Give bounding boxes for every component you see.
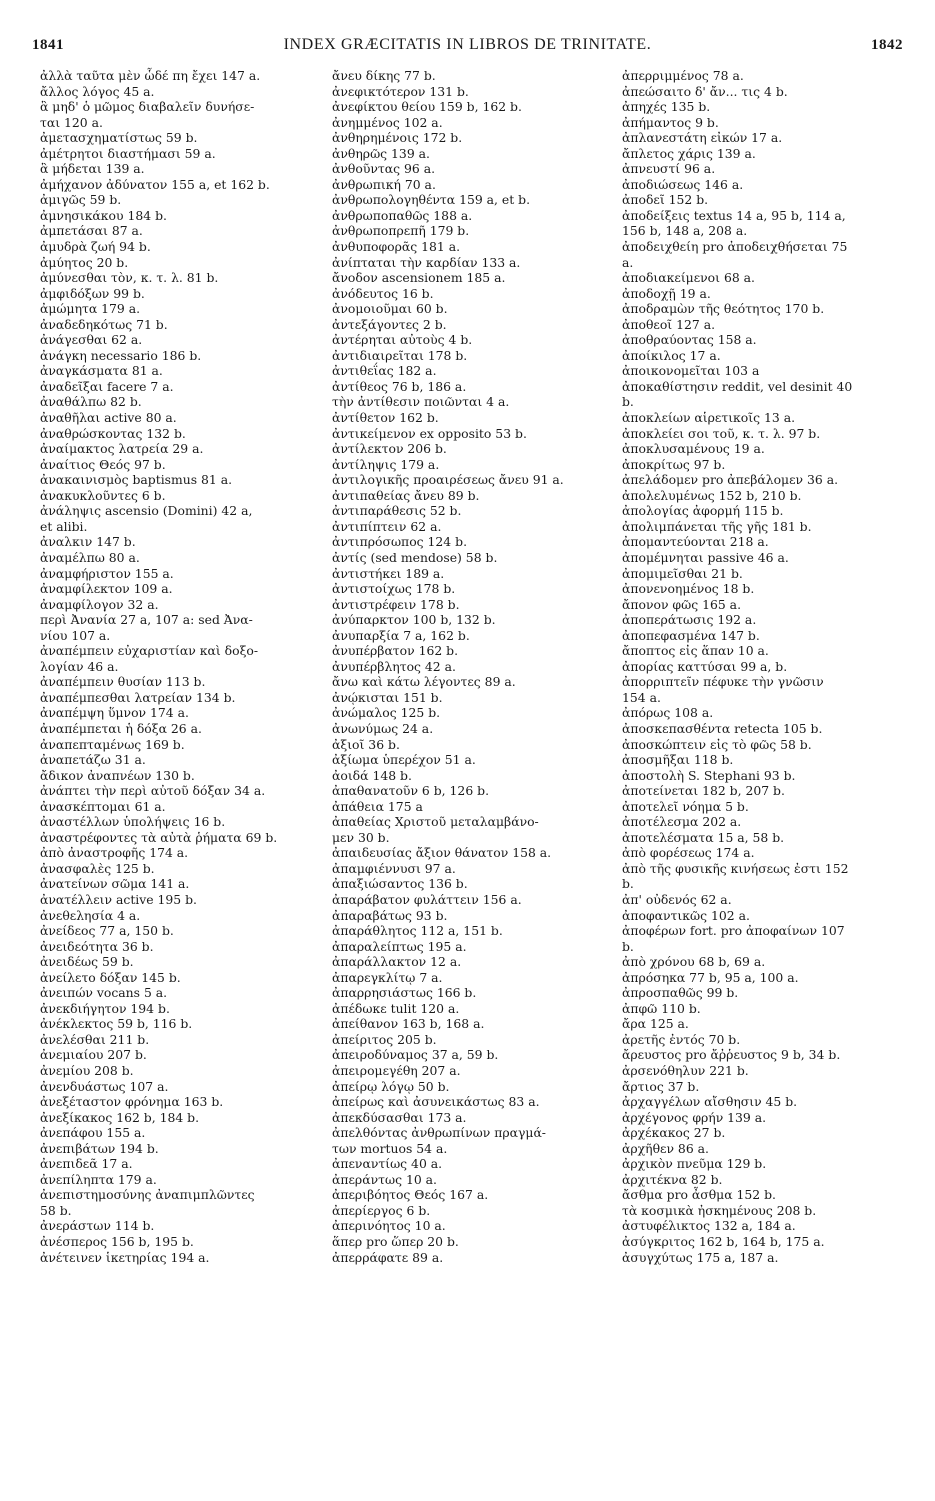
- index-entry-line: ἀμύητος 20 b.: [40, 254, 129, 270]
- index-entry-line: ἀντίληψις 179 a.: [332, 456, 440, 472]
- index-entry-line: ἀμέτρητοι διαστήμασι 59 a.: [40, 145, 216, 161]
- index-entry-line: ἀποικονομεῖται 103 a: [622, 363, 760, 379]
- index-entry-line: ἀνεφικτότερον 131 b.: [332, 83, 469, 99]
- index-entry-line: ἀπφῶ 110 b.: [622, 1000, 701, 1016]
- index-entry-line: ἀξιοῖ 36 b.: [332, 736, 400, 752]
- index-entry-line: ἀντίλεκτον 206 b.: [332, 441, 447, 457]
- index-entry-line: ἀνεμίου 208 b.: [40, 1063, 134, 1078]
- index-entry-line: ἀντιπρόσωπος 124 b.: [332, 534, 468, 550]
- index-entry-line: ἀπερράφατε 89 a.: [332, 1249, 444, 1265]
- index-entry-line: ἀμώμητα 179 a.: [40, 301, 141, 317]
- index-entry-line: ἀνίπταται τὴν καρδίαν 133 a.: [332, 254, 521, 270]
- index-entry-line: ἀναπετάζω 31 a.: [40, 752, 146, 768]
- index-entry-line: 58 b.: [40, 1202, 72, 1218]
- index-entry-line: ἀνακυκλοῦντες 6 b.: [40, 487, 166, 503]
- index-entry-line: a.: [622, 254, 634, 270]
- index-entry-line: ἀμύνεσθαι τὸν, κ. τ. λ. 81 b.: [40, 270, 219, 286]
- index-entry-line: ἀνομοιοῦμαι 60 b.: [332, 301, 448, 317]
- index-entry-line: ἀπαραβάτως 93 b.: [332, 907, 448, 923]
- index-entry-line: ἀπείριτος 205 b.: [332, 1031, 437, 1047]
- index-entry-line: ἀπέδωκε tulit 120 a.: [332, 1000, 460, 1016]
- index-entry-line: ἀνθοῦντας 96 a.: [332, 161, 436, 177]
- index-entry-line: ἀνασφαλὲς 125 b.: [40, 860, 155, 876]
- index-entry-line: ἀποκρίτως 97 b.: [622, 456, 726, 472]
- index-entry-line: ἀναθῆλαι active 80 a.: [40, 410, 177, 426]
- index-entry-line: ἀπηχές 135 b.: [622, 99, 711, 115]
- index-entry-line: ἀνεπίληπτα 179 a.: [40, 1171, 157, 1187]
- index-entry-line: ἃ μήδεται 139 a.: [40, 161, 145, 177]
- index-entry-line: ἀποπεφασμένα 147 b.: [622, 627, 760, 643]
- index-entry-line: ἀποθεοῖ 127 a.: [622, 316, 716, 332]
- index-entry-line: ἀποδοχῇ 19 a.: [622, 285, 711, 301]
- index-entry-line: ἀξίωμα ὑπερέχον 51 a.: [332, 752, 476, 768]
- index-entry-line: ἀμπετάσαι 87 a.: [40, 223, 143, 239]
- index-entry-line: ἀνεπιστημοσύνης ἀναπιμπλῶντες: [40, 1187, 255, 1203]
- index-entry-line: ἀπαρεγκλίτῳ 7 a.: [332, 969, 443, 985]
- index-entry-line: ἄρα 125 a.: [622, 1016, 689, 1032]
- index-column-3: [622, 68, 906, 1265]
- index-entry-line: ἀπολογίας ἀφορμή 115 b.: [622, 503, 784, 519]
- index-entry-line: ἀντιπίπτειν 62 a.: [332, 518, 442, 534]
- index-entry-line: ἄλλος λόγος 45 a.: [40, 83, 155, 99]
- index-entry-line: ἀπείρῳ λόγῳ 50 b.: [332, 1078, 450, 1094]
- index-entry-line: ἀποδεῖ 152 b.: [622, 192, 709, 208]
- index-entry-line: ἀποφαντικῶς 102 a.: [622, 907, 750, 923]
- index-column-2: [332, 68, 614, 1265]
- index-entry-line: ἀμφιδόξων 99 b.: [40, 285, 145, 301]
- index-entry-line: ἀντιστοίχως 178 b.: [332, 581, 456, 597]
- index-entry-line: ἀντίθετον 162 b.: [332, 410, 439, 426]
- index-entry-line: b.: [622, 876, 634, 892]
- index-entry-line: λογίαν 46 a.: [40, 658, 119, 674]
- index-entry-line: ἀνελέσθαι 211 b.: [40, 1031, 150, 1047]
- index-entry-line: ἀποκλείων αἱρετικοῖς 13 a.: [622, 410, 796, 426]
- index-entry-line: μεν 30 b.: [332, 829, 390, 845]
- left-page-number: 1841: [32, 37, 64, 53]
- index-entry-line: ἀπαθείας Χριστοῦ μεταλαμβάνο-: [332, 814, 539, 830]
- index-entry-line: ἀποφέρων fort. pro ἀποφαίνων 107: [622, 923, 845, 939]
- index-entry-line: ἀναπέμπεσθαι λατρείαν 134 b.: [40, 689, 236, 705]
- index-entry-line: ἄρευστος pro ἄῤῥευστος 9 b, 34 b.: [622, 1047, 841, 1063]
- index-entry-line: ἀπαράλλακτον 12 a.: [332, 954, 462, 970]
- index-entry-line: ἀπερίεργος 6 b.: [332, 1202, 431, 1218]
- index-entry-line: ἀπομιμεῖσθαι 21 b.: [622, 565, 743, 581]
- index-entry-line: ἀναπέμπειν θυσίαν 113 b.: [40, 674, 206, 690]
- index-entry-line: ἀνθυποφορᾶς 181 a.: [332, 239, 461, 255]
- index-entry-line: ἀπομαντεύονται 218 a.: [622, 534, 769, 550]
- index-columns: [40, 68, 910, 1265]
- index-entry-line: ἀνατέλλειν active 195 b.: [40, 891, 197, 907]
- index-entry-line: ἄπονον φῶς 165 a.: [622, 596, 742, 612]
- index-entry-line: ἀρχαγγέλων αἴσθησιν 45 b.: [622, 1094, 798, 1110]
- index-entry-line: ἀρχέκακος 27 b.: [622, 1125, 726, 1141]
- index-entry-line: ἀνεπιδεᾶ 17 a.: [40, 1156, 133, 1172]
- index-entry-line: ἀνεμιαίου 207 b.: [40, 1047, 147, 1063]
- index-entry-line: ἄνευ δίκης 77 b.: [332, 68, 436, 83]
- index-entry-line: ἀντιθεΐας 182 a.: [332, 363, 437, 379]
- index-entry-line: ἀνυπέρβατον 162 b.: [332, 643, 459, 659]
- index-entry-line: ἀποπεράτωσις 192 a.: [622, 612, 757, 628]
- index-entry-line: ἄσθμα pro ἆσθμα 152 b.: [622, 1187, 776, 1203]
- index-entry-line: ἀνάγκη necessario 186 b.: [40, 347, 202, 363]
- index-entry-line: ἀποθραύοντας 158 a.: [622, 332, 757, 348]
- index-entry-line: ἀλλὰ ταῦτα μὲν ὧδέ πη ἔχει 147 a.: [40, 68, 261, 83]
- index-entry-line: ἀνάγεσθαι 62 a.: [40, 332, 143, 348]
- index-entry-line: b.: [622, 938, 634, 954]
- index-entry-line: τὰ κοσμικὰ ἠσκημένους 208 b.: [622, 1202, 817, 1218]
- index-entry-line: ἀντιλογικῆς προαιρέσεως ἄνευ 91 a.: [332, 472, 564, 488]
- index-entry-line: ἀπολελυμένως 152 b, 210 b.: [622, 487, 802, 503]
- index-entry-line: ἀντιδιαιρεῖται 178 b.: [332, 347, 468, 363]
- index-entry-line: ἀναμέλπω 80 a.: [40, 549, 140, 565]
- index-entry-line: ἀποτελέσματα 15 a, 58 b.: [622, 829, 785, 845]
- index-entry-line: ἀποκλυσαμένους 19 a.: [622, 441, 765, 457]
- index-entry-line: ἀποκλείει σοι τοῦ, κ. τ. λ. 97 b.: [622, 425, 821, 441]
- index-entry-line: ἀνθρωπολογηθέντα 159 a, et b.: [332, 192, 531, 208]
- index-entry-line: ἀνεπιβάτων 194 b.: [40, 1140, 159, 1156]
- index-entry-line: ἀνυπέρβλητος 42 a.: [332, 658, 456, 674]
- index-entry-line: ἀποσκώπτειν εἰς τὸ φῶς 58 b.: [622, 736, 812, 752]
- index-entry-line: ἀποτέλεσμα 202 a.: [622, 814, 742, 830]
- index-entry-line: ἀνημμένος 102 a.: [332, 114, 443, 130]
- index-entry-line: ἀμήχανον ἀδύνατον 155 a, et 162 b.: [40, 176, 270, 192]
- index-entry-line: ἀποσκεπασθέντα retecta 105 b.: [622, 720, 823, 736]
- index-entry-line: ἀρετῆς ἐντός 70 b.: [622, 1031, 741, 1047]
- index-entry-line: ἄποπτος εἰς ἅπαν 10 a.: [622, 643, 769, 659]
- index-entry-line: ἀντιστρέφειν 178 b.: [332, 596, 460, 612]
- index-entry-line: ἀπειροδύναμος 37 a, 59 b.: [332, 1047, 499, 1063]
- index-entry-line: ἀνθηρημένοις 172 b.: [332, 130, 463, 146]
- index-entry-line: ἀνεξέταστον φρόνημα 163 b.: [40, 1094, 224, 1110]
- index-entry-line: ἀναπέμπεται ἡ δόξα 26 a.: [40, 720, 202, 736]
- index-entry-line: ἀνῴκισται 151 b.: [332, 689, 443, 705]
- index-entry-line: ἀνέτεινεν ἱκετηρίας 194 a.: [40, 1249, 210, 1265]
- index-entry-line: ἀπλανεστάτη εἰκών 17 a.: [622, 130, 783, 146]
- index-entry-line: ἀπειρομεγέθη 207 a.: [332, 1063, 461, 1078]
- index-entry-line: ἀστυφέλικτος 132 a, 184 a.: [622, 1218, 796, 1234]
- index-entry-line: ἀποτείνεται 182 b, 207 b.: [622, 783, 785, 799]
- index-entry-line: ἀνθηρῶς 139 a.: [332, 145, 430, 161]
- index-entry-line: ἀντιστήκει 189 a.: [332, 565, 445, 581]
- index-entry-line: ἀπολιμπάνεται τῆς γῆς 181 b.: [622, 518, 812, 534]
- index-entry-line: ἀπεώσαιτο δ' ἄν... τις 4 b.: [622, 83, 788, 99]
- index-entry-line: ἀποσμῆξαι 118 b.: [622, 752, 734, 768]
- index-entry-line: ἀνείλετο δόξαν 145 b.: [40, 969, 181, 985]
- index-entry-line: ἀρχέγονος φρήν 139 a.: [622, 1109, 767, 1125]
- index-entry-line: ἀμυδρὰ ζωή 94 b.: [40, 239, 151, 255]
- index-entry-line: ἀπομέμνηται passive 46 a.: [622, 549, 789, 565]
- index-entry-line: ἀπελάδομεν pro ἀπεβάλομεν 36 a.: [622, 472, 839, 488]
- index-entry-line: ἀπορίας καττύσαι 99 a, b.: [622, 658, 788, 674]
- index-entry-line: ἀπόρως 108 a.: [622, 705, 714, 721]
- index-entry-line: ἀρχιτέκνα 82 b.: [622, 1171, 723, 1187]
- index-entry-line: ἀπαθανατοῦν 6 b, 126 b.: [332, 783, 490, 799]
- index-entry-line: ἀναμφήριστον 155 a.: [40, 565, 174, 581]
- index-entry-line: 156 b, 148 a, 208 a.: [622, 223, 748, 239]
- index-entry-line: ἀνεφίκτου θείου 159 b, 162 b.: [332, 99, 522, 115]
- index-entry-line: ἀνενδυάστως 107 a.: [40, 1078, 169, 1094]
- index-entry-line: ἀποίκιλος 17 a.: [622, 347, 721, 363]
- index-entry-line: ἀναπέμπειν εὐχαριστίαν καὶ δοξο-: [40, 643, 259, 659]
- index-entry-line: ἀποστολὴ S. Stephani 93 b.: [622, 767, 796, 783]
- index-entry-line: ἀπαρρησιάστως 166 b.: [332, 985, 477, 1001]
- index-entry-line: ἀπνευστί 96 a.: [622, 161, 716, 177]
- index-entry-line: ἀναγκάσματα 81 a.: [40, 363, 163, 379]
- index-entry-line: ἀπείθανον 163 b, 168 a.: [332, 1016, 485, 1032]
- index-entry-line: ἀναπέμψη ὕμνον 174 a.: [40, 705, 189, 721]
- index-entry-line: ἀπάθεια 175 a: [332, 798, 423, 814]
- index-entry-line: ἀναδεδηκότως 71 b.: [40, 316, 168, 332]
- index-entry-line: ἀντίς (sed mendose) 58 b.: [332, 549, 498, 565]
- index-entry-line: ἀπεκδύσασθαι 173 a.: [332, 1109, 467, 1125]
- index-entry-line: ἀναίμακτος λατρεία 29 a.: [40, 441, 204, 457]
- index-entry-line: ἀπὸ φορέσεως 174 a.: [622, 845, 755, 861]
- index-entry-line: ἀποδείξεις textus 14 a, 95 b, 114 a,: [622, 207, 846, 223]
- index-entry-line: ἀπείρως καὶ ἀσυνεικάστως 83 a.: [332, 1094, 540, 1110]
- index-entry-line: ἀνακαινισμὸς baptismus 81 a.: [40, 472, 233, 488]
- index-entry-line: ἀπορριπτεῖν πέφυκε τὴν γνῶσιν: [622, 674, 824, 690]
- index-entry-line: ἀρχικὸν πνεῦμα 129 b.: [622, 1156, 767, 1172]
- index-entry-line: ἀνθρωποπαθῶς 188 a.: [332, 207, 473, 223]
- index-entry-line: ἀπαράβατον φυλάττειν 156 a.: [332, 891, 522, 907]
- index-entry-line: ἀποδιακείμενοι 68 a.: [622, 270, 755, 286]
- index-entry-line: ἄδικον ἀναπνέων 130 b.: [40, 767, 195, 783]
- index-entry-line: ἀμετασχηματίστως 59 b.: [40, 130, 198, 146]
- index-entry-line: ἀναμφίλεκτον 109 a.: [40, 581, 173, 597]
- index-entry-line: ἀναλκιν 147 b.: [40, 534, 136, 550]
- index-entry-line: ἀνώμαλος 125 b.: [332, 705, 441, 721]
- index-entry-line: ἀπρόσηκα 77 b, 95 a, 100 a.: [622, 969, 799, 985]
- index-entry-line: ἀνέκλεκτος 59 b, 116 b.: [40, 1016, 193, 1032]
- index-entry-line: ἀντεξάγοντες 2 b.: [332, 316, 447, 332]
- index-entry-line: ἀπεριβόητος Θεός 167 a.: [332, 1187, 489, 1203]
- index-entry-line: ἀπονενοημένος 18 b.: [622, 581, 755, 597]
- index-entry-line: ἀνυπαρξία 7 a, 162 b.: [332, 627, 470, 643]
- index-entry-line: περὶ Ἀνανία 27 a, 107 a: sed Ἀνα-: [40, 612, 253, 628]
- index-entry-line: b.: [622, 394, 634, 410]
- index-entry-line: ἀσύγκριτος 162 b, 164 b, 175 a.: [622, 1234, 825, 1250]
- index-entry-line: ἀμιγῶς 59 b.: [40, 192, 122, 208]
- index-entry-line: ἀπ' οὐδενός 62 a.: [622, 891, 732, 907]
- index-entry-line: ἀπήμαντος 9 b.: [622, 114, 719, 130]
- index-entry-line: ἀπὸ χρόνου 68 b, 69 a.: [622, 954, 766, 970]
- index-entry-line: ἀπελθόντας ἀνθρωπίνων πραγμά-: [332, 1125, 546, 1141]
- index-entry-line: ἀνεθελησία 4 a.: [40, 907, 141, 923]
- index-entry-line: ἀναμφίλογον 32 a.: [40, 596, 159, 612]
- index-entry-line: ἀποκαθίστησιν reddit, vel desinit 40: [622, 378, 853, 394]
- index-entry-line: ἀμνησικάκου 184 b.: [40, 207, 167, 223]
- index-entry-line: των mortuos 54 a.: [332, 1140, 448, 1156]
- index-entry-line: ἀναθάλπω 82 b.: [40, 394, 142, 410]
- index-entry-line: ἀπερινόητος 10 a.: [332, 1218, 446, 1234]
- index-entry-line: ἀναπεπταμένως 169 b.: [40, 736, 185, 752]
- index-entry-line: ἀνείδεος 77 a, 150 b.: [40, 923, 174, 939]
- index-entry-line: ἀποδειχθείη pro ἀποδειχθήσεται 75: [622, 239, 848, 255]
- index-entry-line: ἀνειδεότητα 36 b.: [40, 938, 154, 954]
- index-entry-line: ἀναστρέφοντες τὰ αὐτὰ ῥήματα 69 b.: [40, 829, 278, 845]
- index-entry-line: ἀνειδέως 59 b.: [40, 954, 134, 970]
- index-entry-line: ται 120 a.: [40, 114, 103, 130]
- index-entry-line: ἄνοδον ascensionem 185 a.: [332, 270, 506, 286]
- index-entry-line: ἀρσενόθηλυν 221 b.: [622, 1063, 749, 1078]
- right-page-number: 1842: [870, 37, 903, 53]
- running-header: [32, 36, 903, 60]
- index-entry-line: ἄρτιος 37 b.: [622, 1078, 700, 1094]
- index-entry-line: ἀνύπαρκτον 100 b, 132 b.: [332, 612, 496, 628]
- index-entry-line: ἀναθρώσκοντας 132 b.: [40, 425, 186, 441]
- index-entry-line: ἀναστέλλων ὑπολήψεις 16 b.: [40, 814, 226, 830]
- index-entry-line: ἀρχῆθεν 86 a.: [622, 1140, 709, 1156]
- index-entry-line: ἀπαμφιέννυσι 97 a.: [332, 860, 456, 876]
- index-entry-line: ἀναδεῖξαι facere 7 a.: [40, 378, 174, 394]
- index-entry-line: ἃ μηδ' ὁ μῶμος διαβαλεῖν δυνήσε-: [40, 99, 255, 115]
- index-entry-line: ἀνεξίκακος 162 b, 184 b.: [40, 1109, 200, 1125]
- index-entry-line: ἀνατείνων σῶμα 141 a.: [40, 876, 190, 892]
- index-entry-line: τὴν ἀντίθεσιν ποιῶνται 4 a.: [332, 394, 510, 410]
- index-entry-line: ἀνωνύμως 24 a.: [332, 720, 434, 736]
- index-entry-line: ἀντέρηται αὐτοὺς 4 b.: [332, 332, 473, 348]
- index-entry-line: ἀνεράστων 114 b.: [40, 1218, 155, 1234]
- index-entry-line: ἀπαράθλητος 112 a, 151 b.: [332, 923, 503, 939]
- index-entry-line: 154 a.: [622, 689, 661, 705]
- index-column-1: [40, 68, 324, 1265]
- index-entry-line: ἀποδραμὼν τῆς θεότητος 170 b.: [622, 301, 825, 317]
- index-entry-line: ἀνθρωποπρεπῆ 179 b.: [332, 223, 470, 239]
- index-entry-line: ἀντίθεος 76 b, 186 a.: [332, 378, 467, 394]
- index-entry-line: ἀπαξιώσαντος 136 b.: [332, 876, 468, 892]
- index-entry-line: ἀντικείμενον ex opposito 53 b.: [332, 425, 527, 441]
- index-entry-line: ἀπαραλείπτως 195 a.: [332, 938, 467, 954]
- index-entry-line: ἀποτελεῖ νόημα 5 b.: [622, 798, 749, 814]
- index-entry-line: ἀπεναντίως 40 a.: [332, 1156, 443, 1172]
- index-entry-line: ἀνέσπερος 156 b, 195 b.: [40, 1234, 194, 1250]
- index-entry-line: ἀντιπαθείας ἄνευ 89 b.: [332, 487, 480, 503]
- index-entry-line: ἀνειπών vocans 5 a.: [40, 985, 168, 1001]
- index-entry-line: ἀπεράντως 10 a.: [332, 1171, 437, 1187]
- index-entry-line: ἀνάπτει τὴν περὶ αὐτοῦ δόξαν 34 a.: [40, 783, 266, 799]
- index-entry-line: ἀπὸ ἀναστροφῆς 174 a.: [40, 845, 189, 861]
- index-entry-line: ἀνεκδιήγητον 194 b.: [40, 1000, 170, 1016]
- index-entry-line: ἀντιπαράθεσις 52 b.: [332, 503, 462, 519]
- index-entry-line: ἀνθρωπική 70 a.: [332, 176, 436, 192]
- index-entry-line: ἀπροσπαθῶς 99 b.: [622, 985, 739, 1001]
- index-entry-line: et alibi.: [40, 518, 88, 534]
- index-entry-line: ἀνεπάφου 155 a.: [40, 1125, 146, 1141]
- index-entry-line: ἀοιδά 148 b.: [332, 767, 412, 783]
- index-entry-line: ἀποδιώσεως 146 a.: [622, 176, 744, 192]
- index-entry-line: ἀναίτιος Θεός 97 b.: [40, 456, 166, 472]
- index-entry-line: ἅπερ pro ὥπερ 20 b.: [332, 1234, 459, 1250]
- index-entry-line: ἀπὸ τῆς φυσικῆς κινήσεως ἐστι 152: [622, 860, 849, 876]
- index-entry-line: ἀσυγχύτως 175 a, 187 a.: [622, 1249, 779, 1265]
- running-title: INDEX GRÆCITATIS IN LIBROS DE TRINITATE.: [283, 36, 652, 53]
- index-entry-line: ἄπλετος χάρις 139 a.: [622, 145, 756, 161]
- index-entry-line: ἀνόδευτος 16 b.: [332, 285, 434, 301]
- index-entry-line: ἄνω καὶ κάτω λέγοντες 89 a.: [332, 674, 516, 690]
- index-entry-line: νίου 107 a.: [40, 627, 111, 643]
- index-entry-line: ἀπαιδευσίας ἄξιον θάνατον 158 a.: [332, 845, 552, 861]
- index-entry-line: ἀνασκέπτομαι 61 a.: [40, 798, 166, 814]
- index-entry-line: ἀπερριμμένος 78 a.: [622, 68, 744, 83]
- index-entry-line: ἀνάληψις ascensio (Domini) 42 a,: [40, 503, 253, 519]
